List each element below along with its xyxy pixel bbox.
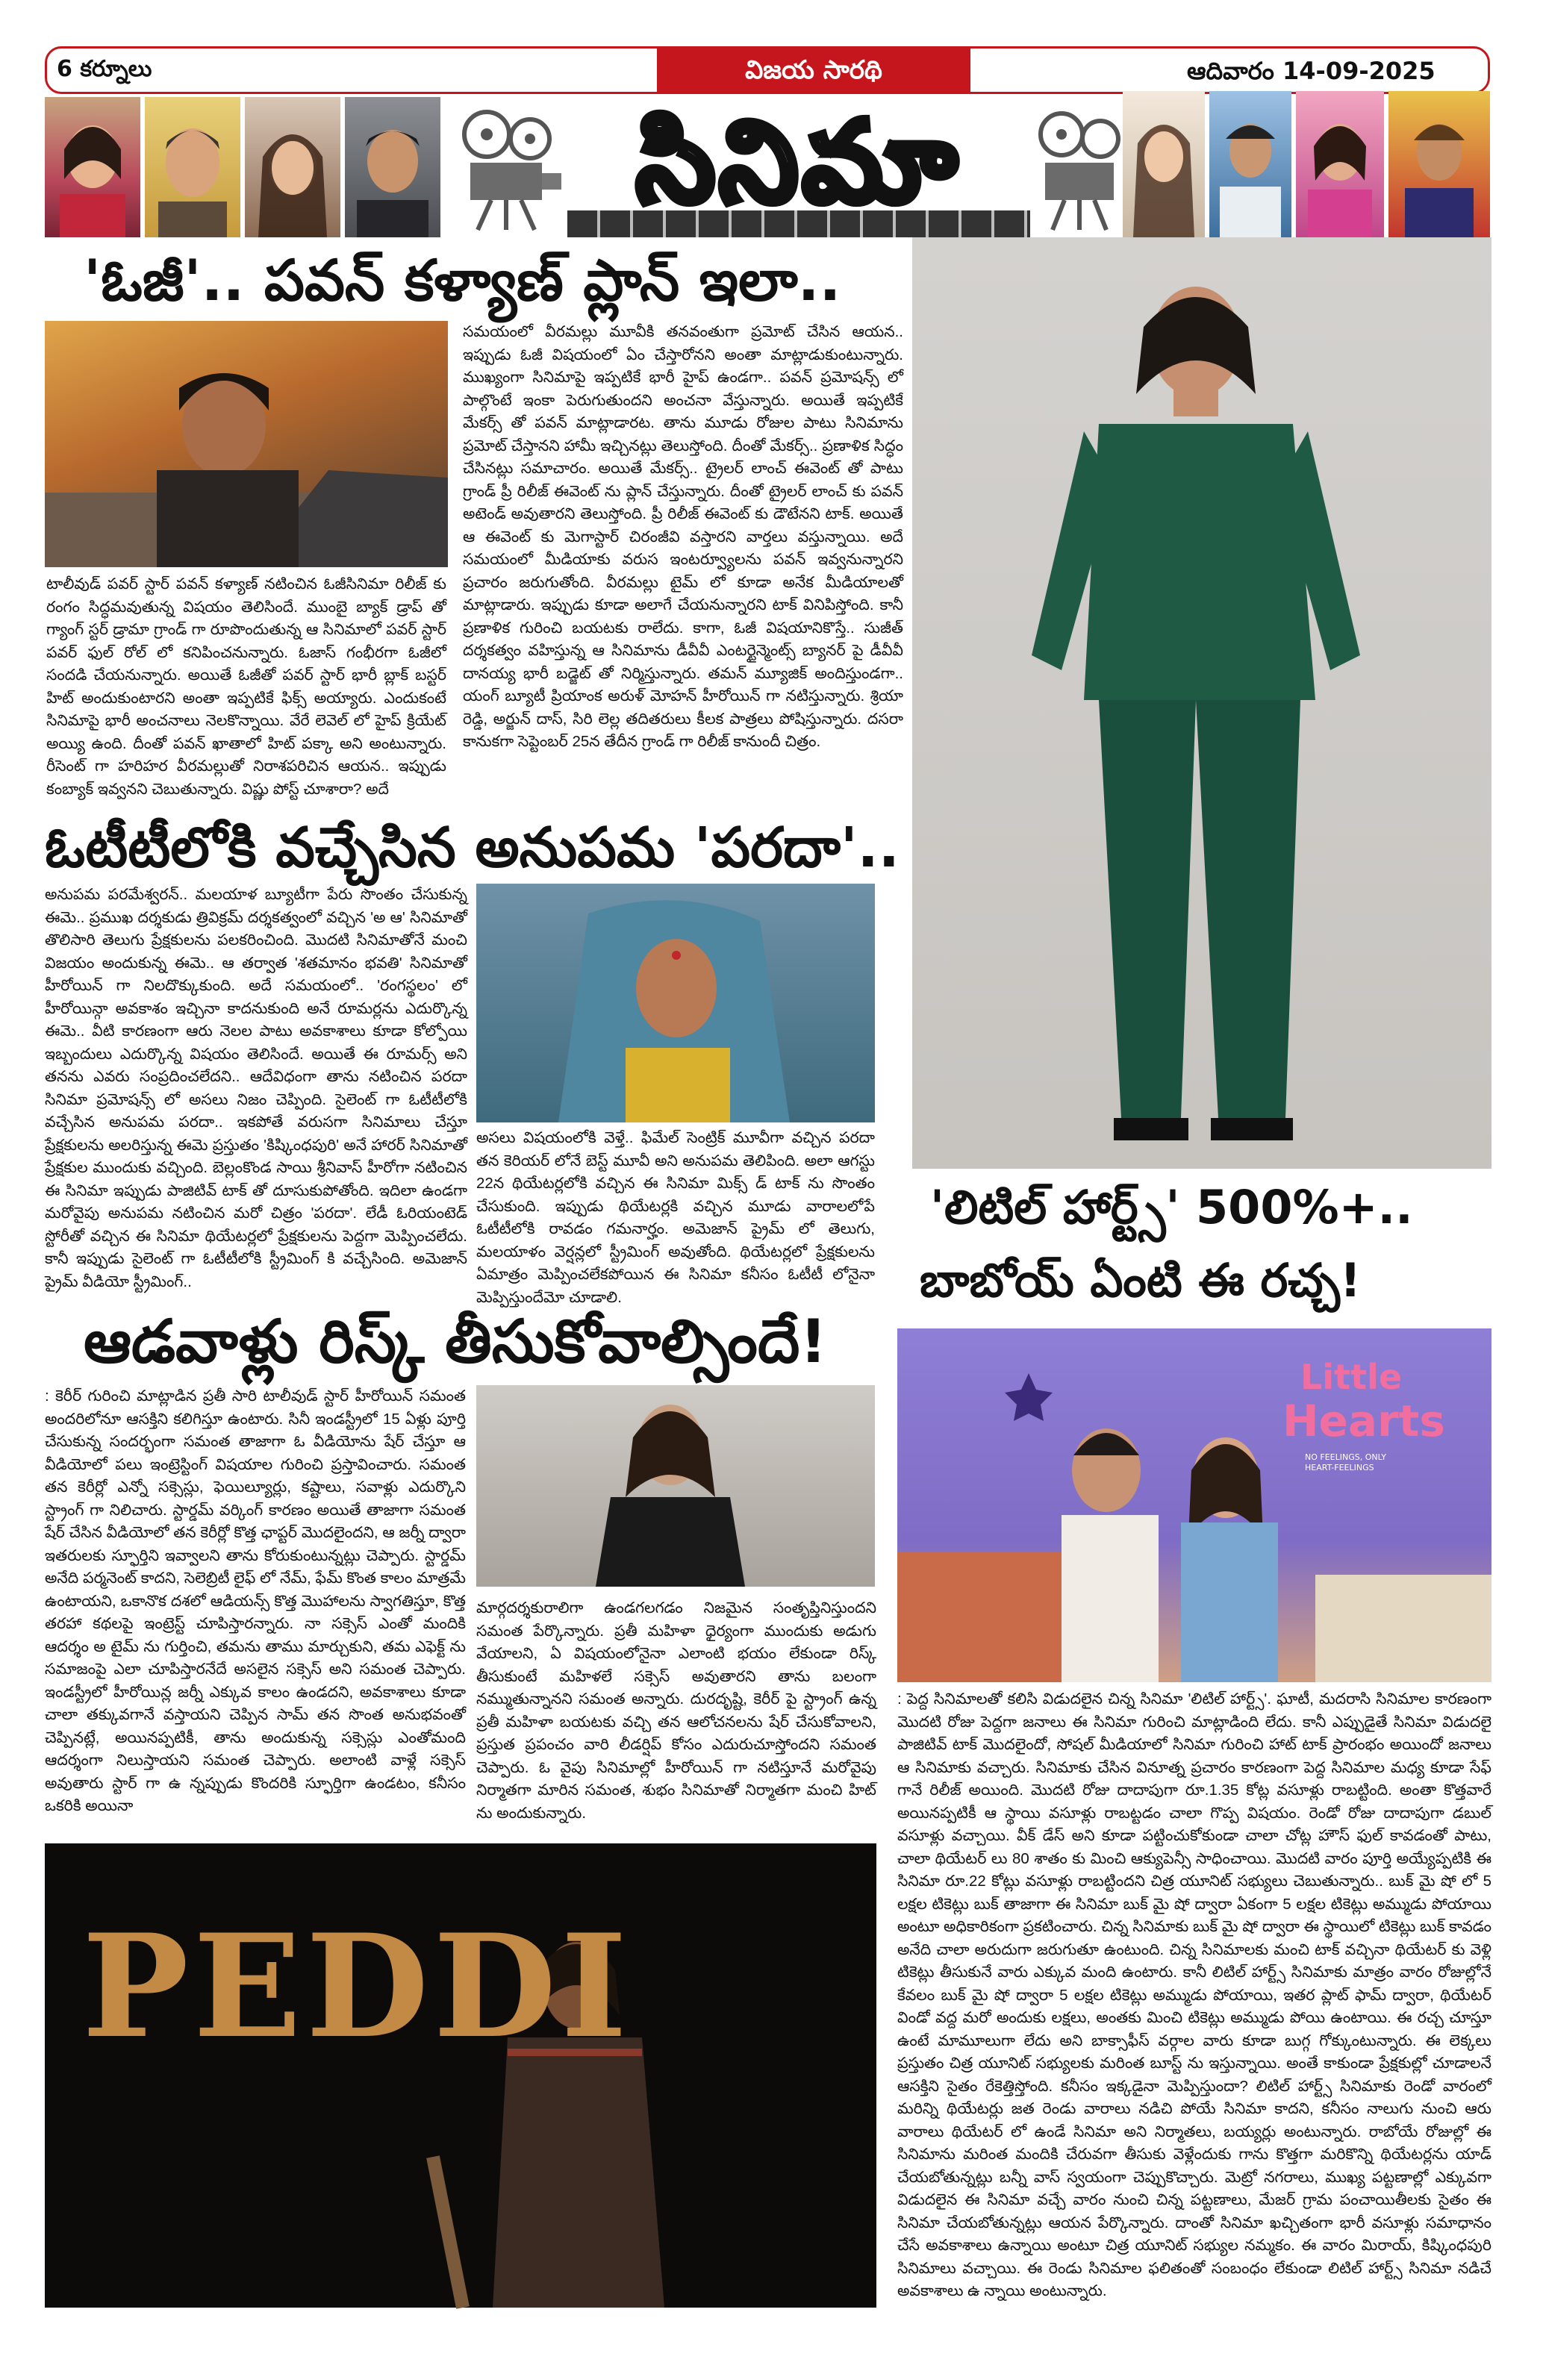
actress-portrait-icon (1296, 91, 1384, 237)
og-body-right: సమయంలో వీరమల్లు మూవీకి తనవంతుగా ప్రమోట్ చేసిన ఆయన.. ఇప్పుడు ఓజీ విషయంలో ఏం చేస్తారోనని అంతా మాట్లాడుకుంటున్నారు. ముఖ్యంగా సినిమాపై ఇప్పటికే భారీ హైప్ ఉండగా.. పవన్ ప్రమోషన్స్ లో పాల్గొంటే ఇంకా పెరుగుతుందని అంచనా వేస్తున్నారు. అయితే ఇప్పటికే మేకర్స్ తో పవన్ మాట్లాడారట. తాను మూడు రోజుల పాటు సినిమాను ప్రమోట్ చేస్తానని హామీ ఇచ్చినట్లు తెలుస్తోంది. దీంతో మేకర్స్.. ప్రణాళిక సిద్ధం చేసినట్లు సమాచారం. అయితే మేకర్స్.. ట్రైలర్ లాంచ్ ఈవెంట్ తో పాటు గ్రాండ్ ప్రీ రిలీజ్ ఈవెంట్ ను ప్లాన్ చేస్తున్నారు. దీంతో ట్రైలర్ లాంచ్ కు పవన్ అటెండ్ అవుతారని తెలుస్తోంది. ప్రీ రిలీజ్ ఈవెంట్ కు డౌటేనని టాక్. అయితే ఆ ఈవెంట్ కు మెగాస్టార్ చిరంజీవి వస్తారని వార్తలు వస్తున్నాయి. అదే సమయంలో మీడియాకు వరుస ఇంటర్వ్యూలను పవన్ ఇవ్వనున్నారని ప్రచారం జరుగుతోంది. వీరమల్లు టైమ్ లో కూడా అనేక మీడియాలతో మాట్లాడారు. ఇప్పుడు కూడా అలాగే చేయనున్నారని టాక్ వినిపిస్తోంది. కానీ ప్రణాళిక గురించి బయటకు రాలేదు. కాగా, ఓజీ విషయానికొస్తే.. సుజీత్ దర్శకత్వం వహిస్తున్న ఆ సినిమాను డీవీవీ ఎంటర్టైన్మెంట్స్ బ్యానర్ పై డీవీవీ దానయ్య భారీ బడ్జెట్ తో నిర్మిస్తున్నారు. తమన్ మ్యూజిక్ అందిస్తుండగా.. యంగ్ బ్యూటీ ప్రియాంక అరుళ్ మోహన్ హీరోయిన్ గా నటిస్తున్నారు. శ్రియా రెడ్డి, అర్జున్ దాస్, సిరి లెల్ల తదితరులు కీలక పాత్రలు పోషిస్తున్నారు. దసరా కానుకగా సెప్టెంబర్ 25న తేదీన గ్రాండ్ గా రిలీజ్ కానుందీ చిత్రం. (463, 323, 903, 750)
actress-portrait-icon (45, 97, 140, 237)
samantha-photo (476, 1385, 875, 1587)
actress-veil-icon (476, 884, 875, 1122)
parada-photo-anupama (476, 884, 875, 1122)
couple-poster-icon (897, 1328, 1491, 1682)
film-projector-icon-left (448, 104, 567, 231)
masthead-photo-3 (245, 97, 340, 237)
actress-portrait-icon (245, 97, 340, 237)
actress-portrait-icon (476, 1385, 875, 1587)
masthead-photo-7 (1296, 91, 1384, 237)
masthead-photo-2 (145, 97, 240, 237)
little-hearts-poster (897, 1328, 1491, 1682)
little-hearts-poster-tagline: NO FEELINGS, ONLY HEART-FEELINGS (1305, 1452, 1386, 1472)
peddi-poster-title: PEDDI (82, 1903, 632, 2070)
newspaper-name: విజయ సారథి (657, 46, 970, 94)
samantha-body-right: మార్గదర్శకురాలిగా ఉండగలగడం నిజమైన సంతృప్తినిస్తుందని సమంత పేర్కొన్నారు. ప్రతీ మహిళా ధైర్యంగా ముందుకు అడుగు వేయాలని, ఏ విషయంలోనైనా ఎలాంటి భయం లేకుండా రిస్క్ తీసుకుంటే మహిళలే సక్సెస్ అవుతారని తాను బలంగా నమ్ముతున్నానని సమంత అన్నారు. దురదృష్టి, కెరీర్ పై స్ట్రాంగ్ ఉన్న ప్రతీ మహిళా బయటకు వచ్చి తన ఆలోచనలను షేర్ చేసుకోవాలని, ప్రస్తుత ప్రపంచం వారి లీడర్షిప్ కోసం ఎదురుచూస్తోందని సమంత చెప్పారు. ఓ వైపు సినిమాల్లో హీరోయిన్ గా నటిస్తూనే మరోవైపు నిర్మాతగా మారిన సమంత, శుభం సినిమాతో నిర్మాతగా మంచి హిట్ ను అందుకున్నారు. (476, 1599, 876, 1822)
samantha-body-left: : కెరీర్ గురించి మాట్లాడిన ప్రతీ సారి టాలీవుడ్ స్టార్ హీరోయిన్ సమంత అందరిలోనూ ఆసక్తిని కలిగిస్తూ ఉంటారు. సినీ ఇండస్ట్రీలో 15 ఏళ్లు పూర్తి చేసుకున్న సందర్భంగా సమంత తాజాగా ఓ వీడియోను షేర్ చేస్తూ ఆ వీడియోలో పలు ఇంట్రెస్టింగ్ విషయాల గురించి ప్రస్తావించారు. సమంత తన కెరీర్లో ఎన్నో సక్సెస్లు, ఫెయిల్యూర్లు, కష్టాలు, సవాళ్లు ఎదుర్కొని స్ట్రాంగ్ గా నిలిచారు. స్టార్డమ్ వర్కింగ్ కారణం అయితే తాజాగా సమంత షేర్ చేసిన వీడియోలో తన కెరీర్లో కొత్త ఛాప్టర్ మొదలైందని, ఆ జర్నీ ద్వారా ఇతరులకు స్ఫూర్తిని ఇవ్వాలని తాను కోరుకుంటున్నట్లు చెప్పారు. స్టార్డమ్ అనేది పర్మనెంట్ కాదని, సెలెబ్రిటీ లైఫ్ లో నేమ్, ఫేమ్ కొంత కాలం మాత్రమే ఉంటాయని, ఒకానొక దశలో ఆడియన్స్ కొత్త మొహాలను స్వాగతిస్తూ, కొత్త తరహా కథలపై ఇంట్రెస్ట్ చూపిస్తారన్నారు. నా సక్సెస్ ఎంతో మందికి ఆదర్శం అ టైమ్ ను గుర్తించి, తమను తాము మార్చుకుని, తమ ఎఫెక్ట్ ను సమాజంపై ఎలా చూపిస్తారనేదే అసలైన సక్సెస్ అని సమంత చెప్పారు. ఇండస్ట్రీలో హీరోయిన్ల జర్నీ ఎక్కువ కాలం ఉండదని, అవకాశాలు కూడా చాలా తక్కువగానే వస్తాయని చెప్పిన సామ్ తన సొంత అనుభవంతో చెప్పినట్లే, అయినప్పటికీ, తాను అందుకున్న సక్సెస్లు ఎంతోమంది ఆదర్శంగా నిలుస్తాయని సమంత చెప్పారు. అలాంటి వాళ్లే సక్సెస్ అవుతారు స్టార్ గా ఉ న్నప్పుడు కొందరికి స్ఫూర్తిగా ఉండటం, కనీసం ఒకరికి అయినా (45, 1387, 466, 1814)
little-hearts-headline-line1: 'లిటిల్ హార్ట్స్' 500%+.. (930, 1180, 1413, 1234)
actor-portrait-icon (1209, 91, 1291, 237)
masthead-photo-4 (345, 97, 440, 237)
masthead-title: సినిమా (636, 98, 961, 228)
parada-body-right: అసలు విషయంలోకి వెళ్తే.. ఫిమేల్ సెంట్రిక్ మూవీగా వచ్చిన పరదా తన కెరియర్ లోనే బెస్ట్ మూవీ అని అనుపమ తెలిపింది. అలా ఆగస్టు 22న థియేటర్లలోకి వచ్చిన ఈ సినిమా మిక్స్ డ్ టాక్ ను సొంతం చేసుకుంది. ఇప్పుడు థియేటర్లకి వచ్చిన మూడు వారాలలోపే ఓటీటీలోకి రావడం గమనార్హం. అమెజాన్ ప్రైమ్ లో తెలుగు, మలయాళం వెర్షన్లలో స్ట్రీమింగ్ అవుతోంది. థియేటర్లలో ప్రేక్షకులను ఏమాత్రం మెప్పించలేకపోయిన ఈ సినిమా కనీసం ఓటీటీ లోనైనా మెప్పిస్తుందేమో చూడాలి. (476, 1129, 875, 1306)
actor-portrait-icon (1388, 91, 1490, 237)
little-hearts-poster-title-2: Hearts (1282, 1396, 1445, 1446)
samantha-headline: ఆడవాళ్లు రిస్క్ తీసుకోవాల్సిందే! (84, 1307, 827, 1376)
actress-green-suit-icon (912, 237, 1491, 1169)
masthead-photo-6 (1209, 91, 1291, 237)
page-number-label: 6 కర్నూలు (57, 56, 152, 82)
featured-actress-photo (912, 237, 1491, 1169)
little-hearts-headline-line2: బాబోయ్ ఏంటి ఈ రచ్చ! (920, 1253, 1362, 1308)
film-projector-icon-right (1035, 104, 1124, 231)
little-hearts-poster-title-1: Little (1300, 1357, 1403, 1397)
actor-portrait-icon (145, 97, 240, 237)
og-photo-pawan-kalyan (45, 321, 448, 567)
little-hearts-body: : పెద్ద సినిమాలతో కలిసి విడుదలైన చిన్న సినిమా 'లిటిల్ హార్ట్స్'. ఘాటీ, మదరాసి సినిమాల కారణంగా మొదటి రోజు పెద్దగా జనాలు ఈ సినిమా గురించి మాట్లాడింది లేదు. కానీ ఎప్పుడైతే సినిమా విడుదలై పాజిటివ్ టాక్ మొదలైందో, సోషల్ మీడియాలో సినిమా గురించి హాట్ టాక్ ప్రారంభం అయిందో జనాలు ఆ సినిమాకు వచ్చారు. సినిమాకు చేసిన వినూత్న ప్రచారం కారణంగా పెద్ద సినిమాల మధ్య కూడా సేఫ్ గానే రిలీజ్ అయింది. మొదటి రోజు దాదాపుగా రూ.1.35 కోట్ల వసూళ్లు రాబట్టింది. అంతా కొత్తవారే అయినప్పటికీ ఆ స్థాయి వసూళ్లు రాబట్టడం చాలా గొప్ప విషయం. రెండో రోజు దాదాపుగా డబుల్ వసూళ్లు వచ్చాయి. వీక్ డేస్ అని కూడా పట్టించుకోకుండా చాలా చోట్ల హౌస్ ఫుల్ కావడంతో పాటు, చాలా థియేటర్ లు 80 శాతం కు మించి ఆక్యుపెన్సీ సాధించాయి. మొదటి వారం పూర్తి అయ్యేప్పటికి ఈ సినిమా రూ.22 కోట్లు వసూళ్లు రాబట్టిందని చిత్ర యూనిట్ సభ్యులు చెబుతున్నారు.. బుక్ మై షో లో 5 లక్షల టికెట్లు బుక్ తాజాగా ఈ సినిమా బుక్ మై షో ద్వారా ఏకంగా 5 లక్షల టికెట్లు అమ్ముడు పోయాయి అంటూ అధికారికంగా ప్రకటించారు. చిన్న సినిమాకు బుక్ మై షో ద్వారా ఈ స్థాయిలో టికెట్లు బుక్ కావడం అనేది చాలా అరుదుగా జరుగుతూ ఉంటుంది. చిన్న సినిమాలకు మంచి టాక్ వచ్చినా థియేటర్ కు వెళ్లి టికెట్లు తీసుకునే వారు ఎక్కువ మంది ఉంటారు. కానీ లిటిల్ హార్ట్స్ సినిమాకు మాత్రం వారం రోజుల్లోనే కేవలం బుక్ మై షో ద్వారా 5 లక్షల టికెట్లు అమ్ముడు పోయాయి, ఇతర ప్లాట్ ఫామ్ ద్వారా, థియేటర్ విండో వద్ద మరో అందుకు లక్షలు, అంతకు మించి టికెట్లు అమ్ముడు పోయి ఉంటాయి. ఈ రచ్చ చూస్తూ ఉంటే మామూలుగా లేదు అని బాక్సాఫీస్ వర్గాల వారు కూడా బుగ్గ గోక్కుంటున్నారు. ఈ లెక్కలు ప్రస్తుతం చిత్ర యూనిట్ సభ్యులకు మరింత బూస్ట్ ను ఇస్తున్నాయి. అంతే కాకుండా ప్రేక్షకుల్లో చూడాలనే ఆసక్తిని సైతం రేకెత్తిస్తోంది. కనీసం ఇక్కడైనా మెప్పిస్తుందా? లిటిల్ హార్ట్స్ సినిమాకు రెండో వారంలో మరిన్ని థియేటర్లు జత రెండు వారాలు నడిచి పోయే సినిమా కాదని, కనీసం నాలుగు నుంచి ఆరు వారాలు థియేటర్ లో ఉండే సినిమా అని నిర్మాతలు, బయ్యర్లు అంటున్నారు. రాబోయే రోజుల్లో ఈ సినిమాను మరింత మందికి చేరువగా తీసుకు వెళ్లేందుకు గాను కొత్తగా మరికొన్ని థియేటర్లను యాడ్ చేయబోతున్నట్లు బన్నీ వాస్ స్వయంగా చెప్పుకొచ్చారు. మెట్రో నగరాలు, ముఖ్య పట్టణాల్లో ఎక్కువగా విడుదలైన ఈ సినిమా వచ్చే వారం నుంచి చిన్న పట్టణాలు, మేజర్ గ్రామ పంచాయితీలకు సైతం ఈ సినిమా చేయబోతున్నట్లు ఆయన పేర్కొన్నారు. దాంతో సినిమా ఖచ్చితంగా భారీ వసూళ్లు సమాధానం చేసే అవకాశాలు ఉన్నాయి అంటూ చిత్ర యూనిట్ సభ్యుల నమ్మకం. ఈ వారం మిరాయ్, కిష్కింధపురి సినిమాలు వచ్చాయి. ఈ రెండు సినిమాల ఫలితంతో సంబంధం లేకుండా లిటిల్ హార్ట్స్ సినిమా నడిచే అవకాశాలు ఉ న్నాయి అంటున్నారు. (897, 1690, 1491, 2299)
actress-portrait-icon (1123, 91, 1205, 237)
masthead-photo-5 (1123, 91, 1205, 237)
masthead-photo-1 (45, 97, 140, 237)
actor-portrait-icon (345, 97, 440, 237)
parada-headline: ఓటీటీలోకి వచ్చేసిన అనుపమ 'పరదా'.. (45, 816, 900, 880)
og-headline: 'ఓజీ'.. పవన్ కళ్యాణ్ ప్లాన్ ఇలా.. (84, 247, 841, 313)
issue-date: ఆదివారం 14-09-2025 (1187, 57, 1436, 85)
actor-photo-icon (45, 321, 448, 567)
parada-body-left: అనుపమ పరమేశ్వరన్.. మలయాళ బ్యూటీగా పేరు సొంతం చేసుకున్న ఈమె.. ప్రముఖ దర్శకుడు త్రివిక్రమ్ దర్శకత్వంలో వచ్చిన 'అ ఆ' సినిమాతో తొలిసారి తెలుగు ప్రేక్షకులను పలకరించింది. మొదటి సినిమాతోనే మంచి విజయం అందుకున్న ఈమె.. ఆ తర్వాత 'శతమానం భవతి' సినిమాతో హీరోయిన్ గా నిలదొక్కుకుంది. అదే సమయంలో.. 'రంగస్థలం' లో హీరోయిన్గా అవకాశం ఇచ్చినా కాదనుకుంది అనే రూమర్లను ఎదుర్కొన్న ఈమె.. వీటి కారణంగా ఆరు నెలల పాటు అవకాశాలు కూడా కోల్పోయి ఇబ్బందులు ఎదుర్కొన్న విషయం తెలిసిందే. అయితే ఈ రూమర్స్ అని తనను ఎవరు సంప్రదించలేదని.. ఆదేవిధంగా తాను నటించిన పరదా సినిమా ప్రమోషన్స్ లో అసలు నిజం చెప్పింది. సైలెంట్ గా ఓటీటీలోకి వచ్చేసిన అనుపమ పరదా.. ఇకపోతే వరుసగా సినిమాలు చేస్తూ ప్రేక్షకులను అలరిస్తున్న ఈమె ప్రస్తుతం 'కిష్కింధపురి' అనే హారర్ సినిమాతో ప్రేక్షకుల ముందుకు వచ్చింది. బెల్లంకొండ సాయి శ్రీనివాస్ హీరోగా నటించిన ఈ సినిమా ఇప్పుడు పాజిటివ్ టాక్ తో దూసుకుపోతోంది. ఇదిలా ఉండగా మరోవైపు అనుపమ నటించిన మరో చిత్రం 'పరదా'. లేడీ ఓరియంటెడ్ స్టోరీతో వచ్చిన ఈ సినిమా థియేటర్లలో ప్రేక్షకులను పెద్దగా మెప్పించలేదు. కానీ ఇప్పుడు సైలెంట్ గా ఓటీటీలోకి స్ట్రీమింగ్ కి వచ్చేసింది. అమెజాన్ ప్రైమ్ వీడియో స్ట్రీమింగ్.. (45, 886, 467, 1290)
og-body-left: టాలీవుడ్ పవర్ స్టార్ పవన్ కళ్యాణ్ నటించిన ఓజీసినిమా రిలీజ్ కు రంగం సిద్ధమవుతున్న విషయం తెలిసిందే. ముంబై బ్యాక్ డ్రాప్ తో గ్యాంగ్ స్టర్ డ్రామా గ్రాండ్ గా రూపొందుతున్న ఆ సినిమాలో పవర్ స్టార్ పవర్ ఫుల్ రోల్ లో కనిపించనున్నారు. ఓజాస్ గంభీరగా ఓజీలో సందడి చేయనున్నారు. అయితే ఓజీతో పవర్ స్టార్ భారీ బ్లాక్ బస్టర్ హిట్ అందుకుంటారని అంతా ఇప్పటికే ఫిక్స్ అయ్యారు. ఎందుకంటే సినిమాపై భారీ అంచనాలు నెలకొన్నాయి. వేరే లెవెల్ లో హైప్ క్రియేట్ అయ్యి ఉంది. దీంతో పవన్ ఖాతాలో హిట్ పక్కా అని అంటున్నారు. రీసెంట్ గా హరిహర వీరమల్లుతో నిరాశపరిచిన ఆయన.. ఇప్పుడు కంబ్యాక్ ఇవ్వనని చెబుతున్నారు. విష్ణు పోస్ట్ చూశారా? అదే (46, 575, 446, 798)
masthead-photo-8 (1388, 91, 1490, 237)
